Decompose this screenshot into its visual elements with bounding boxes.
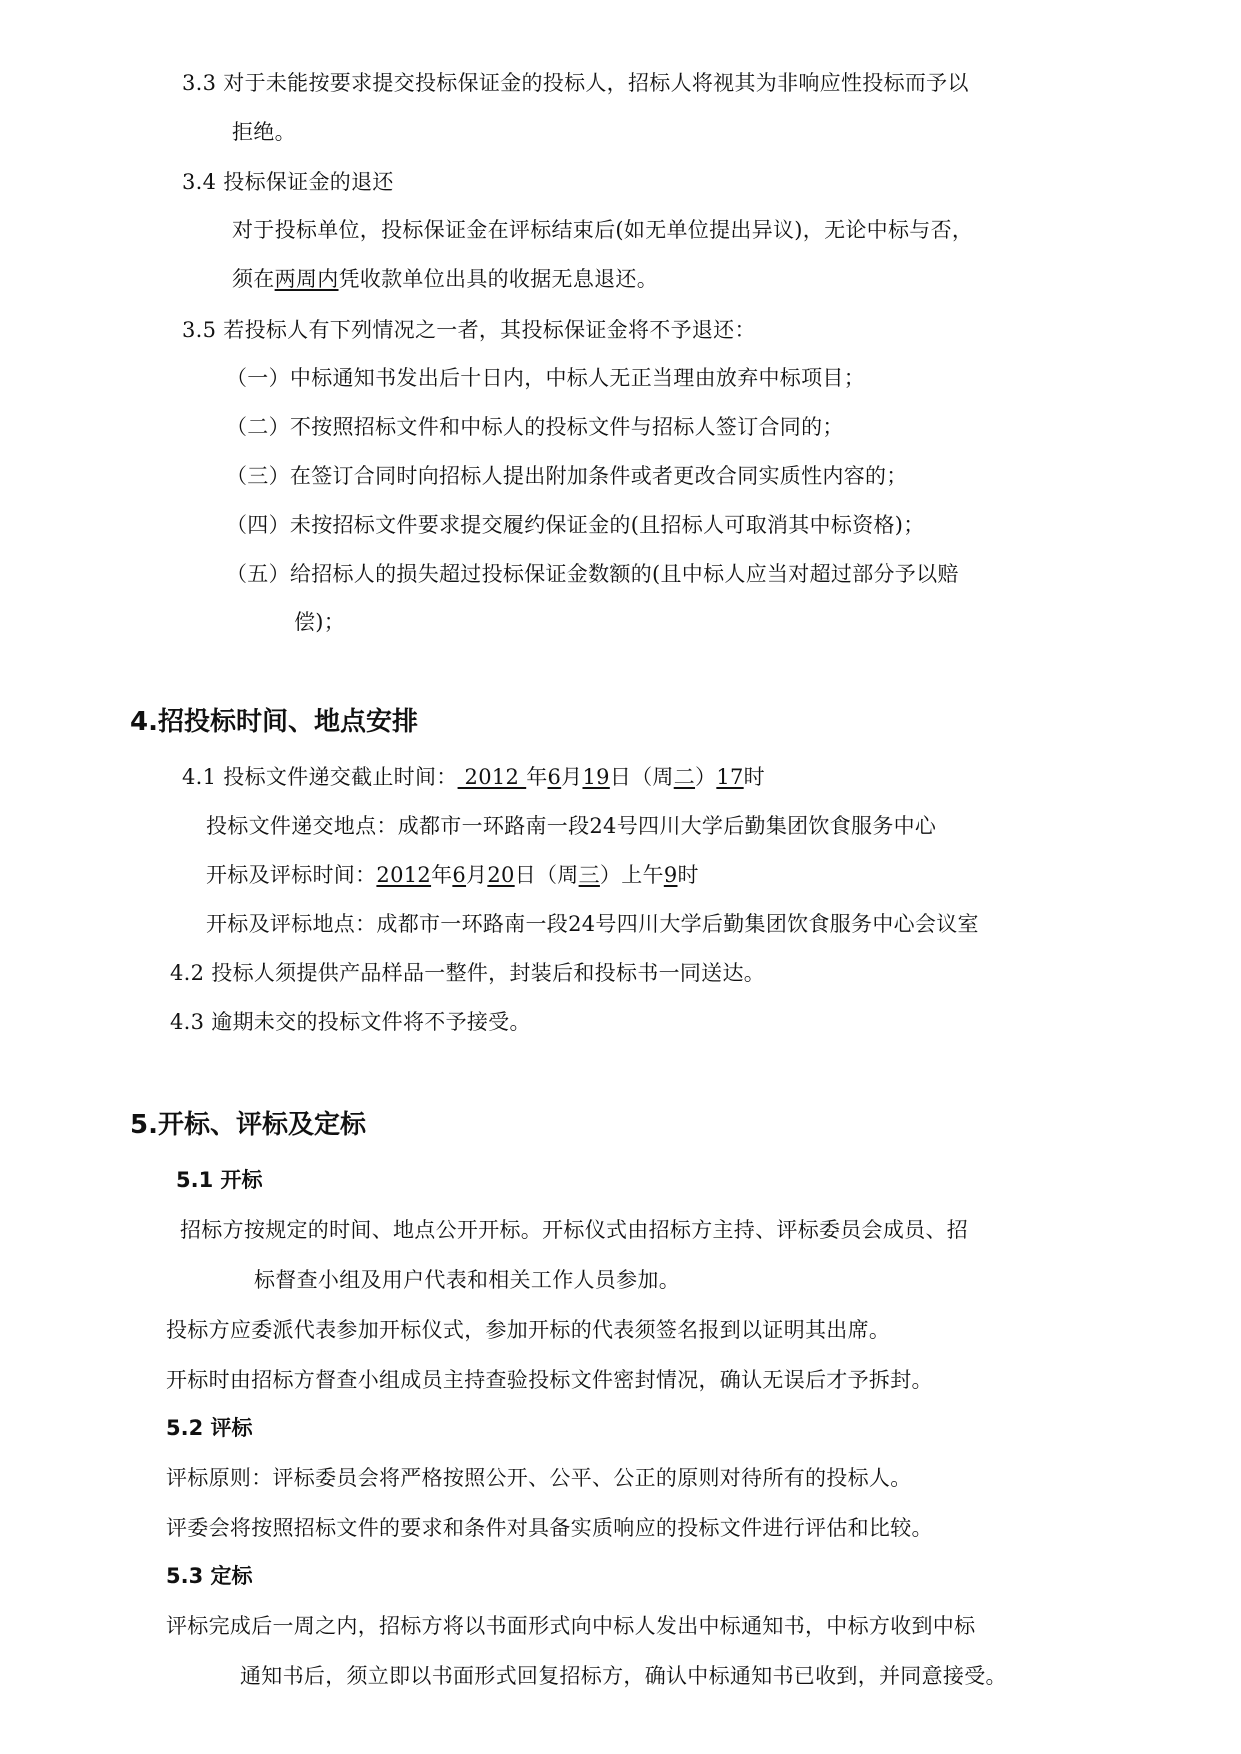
- deadline-line: [182, 762, 765, 792]
- evaluation-principle: 评标原则：评标委员会将严格按照公开、公平、公正的原则对待所有的投标人。: [166, 1466, 912, 1490]
- clause-3-5-title: 3.5 若投标人有下列情况之一者，其投标保证金将不予退还：: [182, 318, 756, 342]
- clause-3-3-line1: 3.3 对于未能按要求提交投标保证金的投标人，招标人将视其为非响应性投标而予以: [182, 71, 969, 95]
- award-para-line2: 通知书后，须立即以书面形式回复招标方，确认中标通知书已收到，并同意接受。: [240, 1664, 1007, 1688]
- deadline-year: 2012: [457, 765, 527, 789]
- list-item-2: （二）不按照招标文件和中标人的投标文件与招标人签订合同的；: [226, 415, 844, 439]
- text-span: 日（周: [609, 765, 674, 789]
- submission-location: 投标文件递交地点：成都市一环路南一段24号四川大学后勤集团饮食服务中心: [206, 814, 937, 838]
- text-span: ）: [695, 765, 717, 789]
- award-para-line1: 评标完成后一周之内，招标方将以书面形式向中标人发出中标通知书，中标方收到中标: [166, 1614, 976, 1638]
- opening-year: 2012: [376, 863, 432, 887]
- text-span: 月: [561, 765, 583, 789]
- text-span: 年: [431, 863, 453, 887]
- opening-para-line4: 开标时由招标方督查小组成员主持查验投标文件密封情况，确认无误后才予拆封。: [166, 1368, 933, 1392]
- opening-location: 开标及评标地点：成都市一环路南一段24号四川大学后勤集团饮食服务中心会议室: [206, 912, 979, 936]
- text-span: 日（周: [514, 863, 579, 887]
- evaluation-process: 评委会将按照招标文件的要求和条件对具备实质响应的投标文件进行评估和比较。: [166, 1516, 933, 1540]
- text-span: 时: [743, 765, 765, 789]
- subsection-5-2-heading: 5.2 评标: [166, 1416, 253, 1440]
- deadline-hour: 17: [716, 765, 744, 789]
- clause-4-3: 4.3 逾期未交的投标文件将不予接受。: [170, 1010, 531, 1034]
- opening-para-line2: 标督查小组及用户代表和相关工作人员参加。: [254, 1268, 680, 1292]
- opening-time-line: [206, 860, 699, 890]
- opening-day: 20: [487, 863, 515, 887]
- opening-para-line3: 投标方应委派代表参加开标仪式，参加开标的代表须签名报到以证明其出席。: [166, 1318, 891, 1342]
- list-item-4: （四）未按招标文件要求提交履约保证金的(且招标人可取消其中标资格)；: [226, 513, 925, 537]
- list-item-5-continued: 偿)；: [294, 610, 346, 634]
- text-span: 月: [466, 863, 488, 887]
- clause-3-4-title: 3.4 投标保证金的退还: [182, 170, 394, 194]
- section-4-heading: 4.招投标时间、地点安排: [130, 707, 418, 737]
- opening-para-line1: 招标方按规定的时间、地点公开开标。开标仪式由招标方主持、评标委员会成员、招: [180, 1218, 969, 1242]
- subsection-5-3-heading: 5.3 定标: [166, 1564, 253, 1588]
- deadline-month: 6: [547, 765, 562, 789]
- text-span: ）上午: [599, 863, 664, 887]
- subsection-5-1-heading: 5.1 开标: [176, 1168, 263, 1192]
- list-item-1: （一）中标通知书发出后十日内，中标人无正当理由放弃中标项目；: [226, 366, 865, 390]
- clause-3-3-line2: 拒绝。: [232, 120, 296, 144]
- text-span: 凭收款单位出具的收据无息退还。: [338, 267, 659, 291]
- text-span: 时: [677, 863, 699, 887]
- list-item-5: （五）给招标人的损失超过投标保证金数额的(且中标人应当对超过部分予以赔: [226, 562, 959, 586]
- clause-4-2: 4.2 投标人须提供产品样品一整件，封装后和投标书一同送达。: [170, 961, 766, 985]
- list-item-3: （三）在签订合同时向招标人提出附加条件或者更改合同实质性内容的；: [226, 464, 908, 488]
- text-span: 开标及评标时间：: [206, 863, 377, 887]
- opening-month: 6: [452, 863, 467, 887]
- section-5-heading: 5.开标、评标及定标: [130, 1110, 366, 1140]
- clause-3-4-line1: 对于投标单位，投标保证金在评标结束后(如无单位提出异议)，无论中标与否，: [232, 218, 974, 242]
- clause-3-4-line2: [232, 264, 658, 294]
- text-span: 须在: [232, 267, 275, 291]
- deadline-day: 19: [582, 765, 610, 789]
- text-span: 4.1 投标文件递交截止时间：: [182, 765, 458, 789]
- opening-hour: 9: [663, 863, 678, 887]
- underlined-period: 两周内: [274, 267, 339, 291]
- text-span: 年: [526, 765, 548, 789]
- opening-weekday: 三: [578, 863, 600, 887]
- deadline-weekday: 二: [673, 765, 696, 789]
